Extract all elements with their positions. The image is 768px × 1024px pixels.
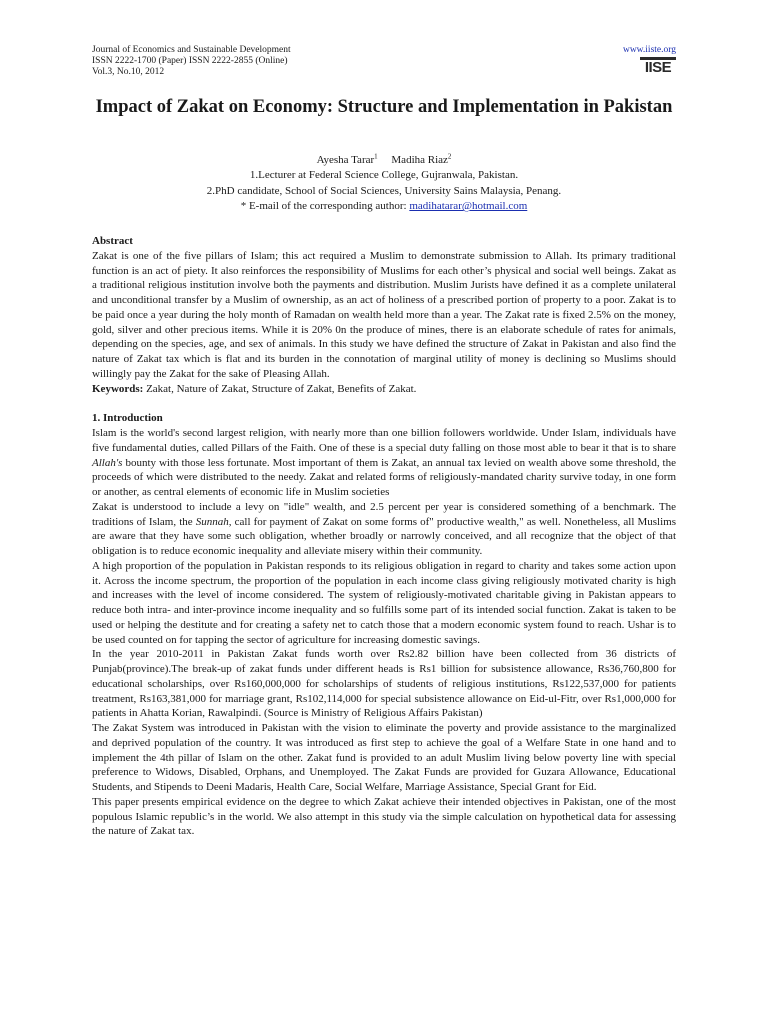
publisher-website-link[interactable]: www.iiste.org: [622, 45, 676, 55]
intro-paragraph-2: [92, 500, 676, 559]
affiliation-1: 1.Lecturer at Federal Science College, Gujranwala, Pakistan.: [249, 169, 519, 182]
author-block: [92, 153, 676, 215]
intro-p2-text-a: Zakat is understood to include a levy on "idle" wealth, and 2.5 percent per year is considered something of a benchmark. The traditions of Islam, the: [92, 500, 676, 528]
publisher-block: [623, 45, 676, 81]
logo-text: IISE: [644, 59, 672, 76]
intro-p1-italic: Allah's: [92, 456, 123, 469]
journal-volume: Vol.3, No.10, 2012: [92, 67, 165, 78]
email-label: * E-mail of the corresponding author:: [240, 200, 407, 213]
author-names: [92, 153, 676, 168]
intro-paragraph-6: This paper presents empirical evidence on the degree to which Zakat achieve their intended objectives in Pakistan, one of the most populous Islamic republic’s in the world. We also attempt in this study via the simple calculation on hypothetical data for assessing the nature of Zakat tax.: [92, 795, 676, 838]
paper-body: [92, 234, 676, 839]
journal-name: Journal of Economics and Sustainable Development: [92, 45, 291, 55]
intro-p2-text-b: call for payment of Zakat on some forms of" productive wealth," as well. Nonetheless, all Muslims are aware that they have some such obligation, whether broadly or narrowly conceived, and all recognize that the object of that obligation is to reduce economic inequality and alleviate misery within their community.: [92, 515, 676, 557]
paper-title: Impact of Zakat on Economy: Structure and Implementation in Pakistan: [95, 97, 673, 117]
intro-p1-text-a: Islam is the world's second largest religion, with nearly more than one billion followers worldwide. Under Islam, individuals have five fundamental duties, called Pillars of the Faith. One of these is a special duty falling on those most able to bear it that is to share: [92, 427, 676, 454]
journal-issn: ISSN 2222-1700 (Paper) ISSN 2222-2855 (Online): [92, 56, 288, 67]
intro-paragraph-5: The Zakat System was introduced in Pakistan with the vision to eliminate the poverty and provide assistance to the marginalized and deprived population of the country. It was introduced as first step to achieve the goal of a Welfare State in one hand and to implement the 4th pillar of Islam on the other. Zakat fund is provided to an adult Muslim living below poverty line with special preference to Widows, Disabled, Orphans, and Unemployed. The Zakat Funds are provided for Guzara Allowance, Educational Students, and Stipends to Deeni Madaris, Health Care, Social Welfare, Marriage Assistance, Special Grant for Eid.: [92, 722, 676, 793]
corresponding-email-line: [92, 199, 676, 214]
keywords-label: Keywords:: [92, 382, 144, 395]
iiste-logo-icon: [640, 57, 676, 76]
introduction-heading: 1. Introduction: [92, 412, 163, 425]
author-1-superscript: 1: [374, 152, 378, 161]
keywords-line: [92, 382, 676, 397]
email-link[interactable]: madihatarar@hotmail.com: [409, 200, 528, 213]
abstract-heading: Abstract: [92, 235, 133, 247]
intro-paragraph-4: In the year 2010-2011 in Pakistan Zakat funds worth over Rs2.82 billion have been collected from 36 districts of Punjab(province).The break-up of zakat funds under different heads is Rs1 billion for subsistence allowance, Rs36,760,800 for educational scholarships, over Rs160,000,000 for scholarships of students of religious institutions, Rs122,537,000 for patients treatment, Rs163,381,000 for marriage grant, Rs102,114,000 for special subsistence allowance on Eid-ul-Fitr, over Rs1,000,000 for patients in Ahatta Korian, Rawalpindi. (Source is Ministry of Religious Affairs Pakistan): [92, 648, 676, 720]
affiliation-2: 2.PhD candidate, School of Social Sciences, University Sains Malaysia, Penang.: [206, 184, 562, 197]
intro-p2-italic: Sunnah,: [195, 515, 232, 528]
abstract-text: Zakat is one of the five pillars of Islam; this act required a Muslim to demonstrate submission to Allah. Its primary traditional function is an act of piety. It also reinforces the responsibility of Muslims for each other’s physical and social well beings. Zakat as a traditional religious institution involve both the payments and distribution. Muslim Jurists have defined it as a complete unilateral and unconditional transfer by a Muslim of ownership, as an act of holiness of a prescribed portion of property to a poor. Zakat is to be paid once a year during the holy month of Ramadan on wealth held more than a year. The Zakat rate is fixed 2.5% on the money, gold, silver and other precious items. While it is 20% 0n the produce of mines, there is an elaborate schedule of rates for animals, depending on the species, age, and sex of animals. In this study we have defined the structure of Zakat in Pakistan and also find the nature of Zakat tax which is flat and its burden in the connotation of marginal utility of money is declining so Muslims should willingly pay the Zakat for the sake of Pleasing Allah.: [92, 249, 676, 380]
journal-header: [92, 45, 291, 79]
intro-paragraph-3: A high proportion of the population in Pakistan responds to its religious obligation in regard to charity and takes some action upon it. Across the income spectrum, the proportion of the population in each income class giving religiously motivated charity is high and increases with the level of income considered. The system of religiously-motivated charitable giving in Pakistan appears to reduce both intra- and inter-province income inequality and so fulfills some part of its intended social function. Zakat is taken to be used or helping the destitute and for creating a safety net to catch those that a modern economic system found to reach. Ushar is to be used counted on for tapping the sector of agriculture for increasing domestic savings.: [92, 559, 676, 646]
author-1: Ayesha Tarar: [316, 154, 375, 166]
intro-p1-text-b: bounty with those less fortunate. Most important of them is Zakat, an annual tax levied on wealth above some threshold, the proceeds of which were distributed to the needy. Zakat and related forms of religiously-mandated charity survive today, in one form or another, as central elements of economic life in Muslim societies: [92, 456, 676, 498]
keywords-text: Zakat, Nature of Zakat, Structure of Zakat, Benefits of Zakat.: [146, 382, 417, 395]
author-2-superscript: 2: [447, 152, 452, 161]
intro-paragraph-1: [92, 426, 676, 500]
author-2: Madiha Riaz: [391, 154, 448, 166]
